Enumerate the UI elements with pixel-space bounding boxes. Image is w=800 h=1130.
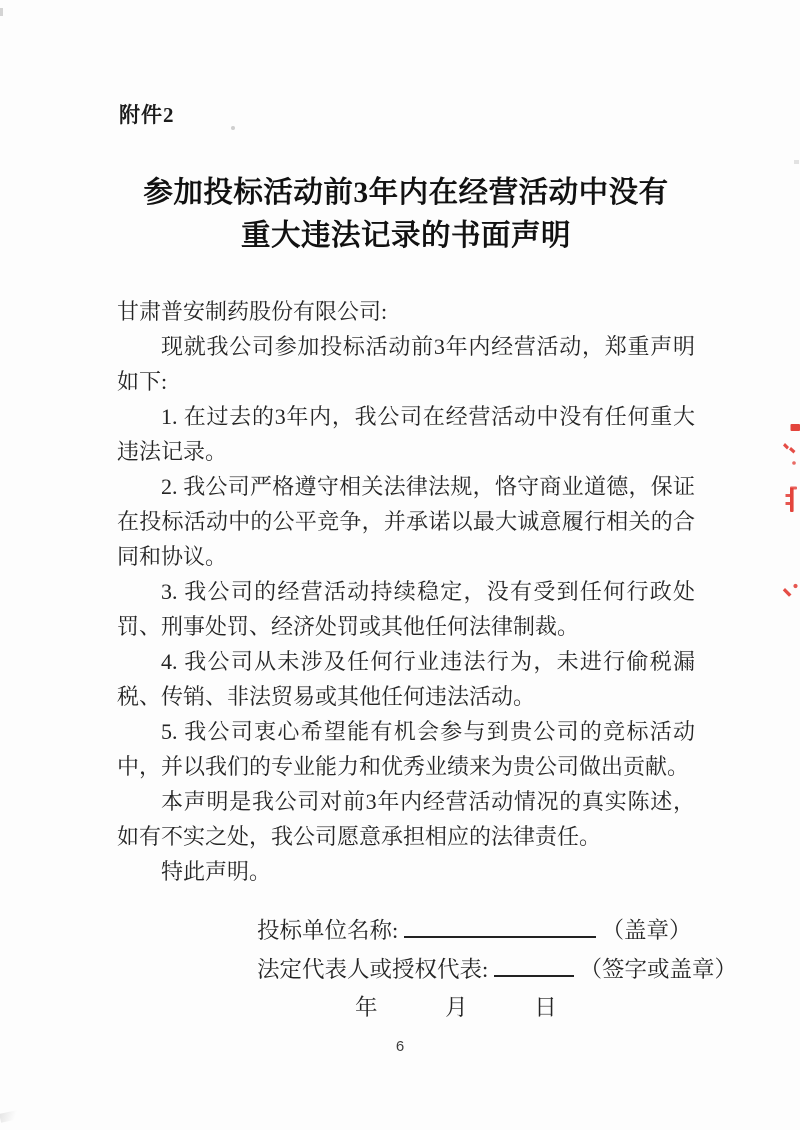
body-paragraph: 现就我公司参加投标活动前3年内经营活动，郑重声明如下: bbox=[117, 334, 695, 394]
document-title-line1: 参加投标活动前3年内在经营活动中没有 bbox=[143, 177, 669, 209]
date-day-label: 日 bbox=[534, 995, 557, 1020]
body-paragraph: 5. 我公司衷心希望能有机会参与到贵公司的竞标活动中，并以我们的专业能力和优秀业绩来为贵公司做出贡献。 bbox=[117, 719, 695, 779]
bidder-name-line bbox=[257, 912, 737, 951]
document-title-line2: 重大违法记录的书面声明 bbox=[240, 220, 571, 252]
body-paragraphs bbox=[117, 294, 695, 889]
body-paragraph: 3. 我公司的经营活动持续稳定，没有受到任何行政处罚、刑事处罚、经济处罚或其他任何法律制裁。 bbox=[117, 579, 695, 639]
body-paragraph: 1. 在过去的3年内，我公司在经营活动中没有任何重大违法记录。 bbox=[117, 404, 695, 464]
bidder-name-label: 投标单位名称: bbox=[257, 918, 399, 943]
legal-representative-blank bbox=[494, 955, 574, 977]
scan-smudge bbox=[0, 1110, 19, 1123]
attachment-label: 附件2 bbox=[119, 103, 175, 127]
legal-representative-suffix: （签字或盖章） bbox=[579, 956, 738, 982]
red-ink-marks bbox=[778, 418, 800, 608]
scan-speck bbox=[0, 8, 3, 16]
bidder-name-blank bbox=[404, 916, 596, 938]
body-paragraph: 2. 我公司严格遵守相关法律法规，恪守商业道德，保证在投标活动中的公平竞争，并承诺以最大诚意履行相关的合同和协议。 bbox=[117, 474, 695, 569]
bidder-name-suffix: （盖章） bbox=[601, 918, 692, 943]
scan-speck bbox=[794, 160, 799, 164]
body-paragraph: 甘肃普安制药股份有限公司: bbox=[117, 299, 388, 324]
body-paragraph: 特此声明。 bbox=[161, 859, 272, 884]
date-month-label: 月 bbox=[445, 995, 468, 1020]
scan-speck bbox=[231, 126, 235, 130]
date-line bbox=[257, 989, 737, 1028]
page-number: 6 bbox=[395, 1038, 405, 1055]
body-paragraph: 本声明是我公司对前3年内经营活动情况的真实陈述，如有不实之处，我公司愿意承担相应的法律责任。 bbox=[117, 789, 695, 849]
body-paragraph: 4. 我公司从未涉及任何行业违法行为，未进行偷税漏税、传销、非法贸易或其他任何违法活动。 bbox=[117, 649, 695, 709]
legal-representative-label: 法定代表人或授权代表: bbox=[257, 956, 489, 982]
signature-block bbox=[257, 912, 737, 1028]
date-year-label: 年 bbox=[355, 995, 378, 1020]
legal-representative-line bbox=[257, 951, 737, 990]
document-title bbox=[0, 172, 800, 258]
